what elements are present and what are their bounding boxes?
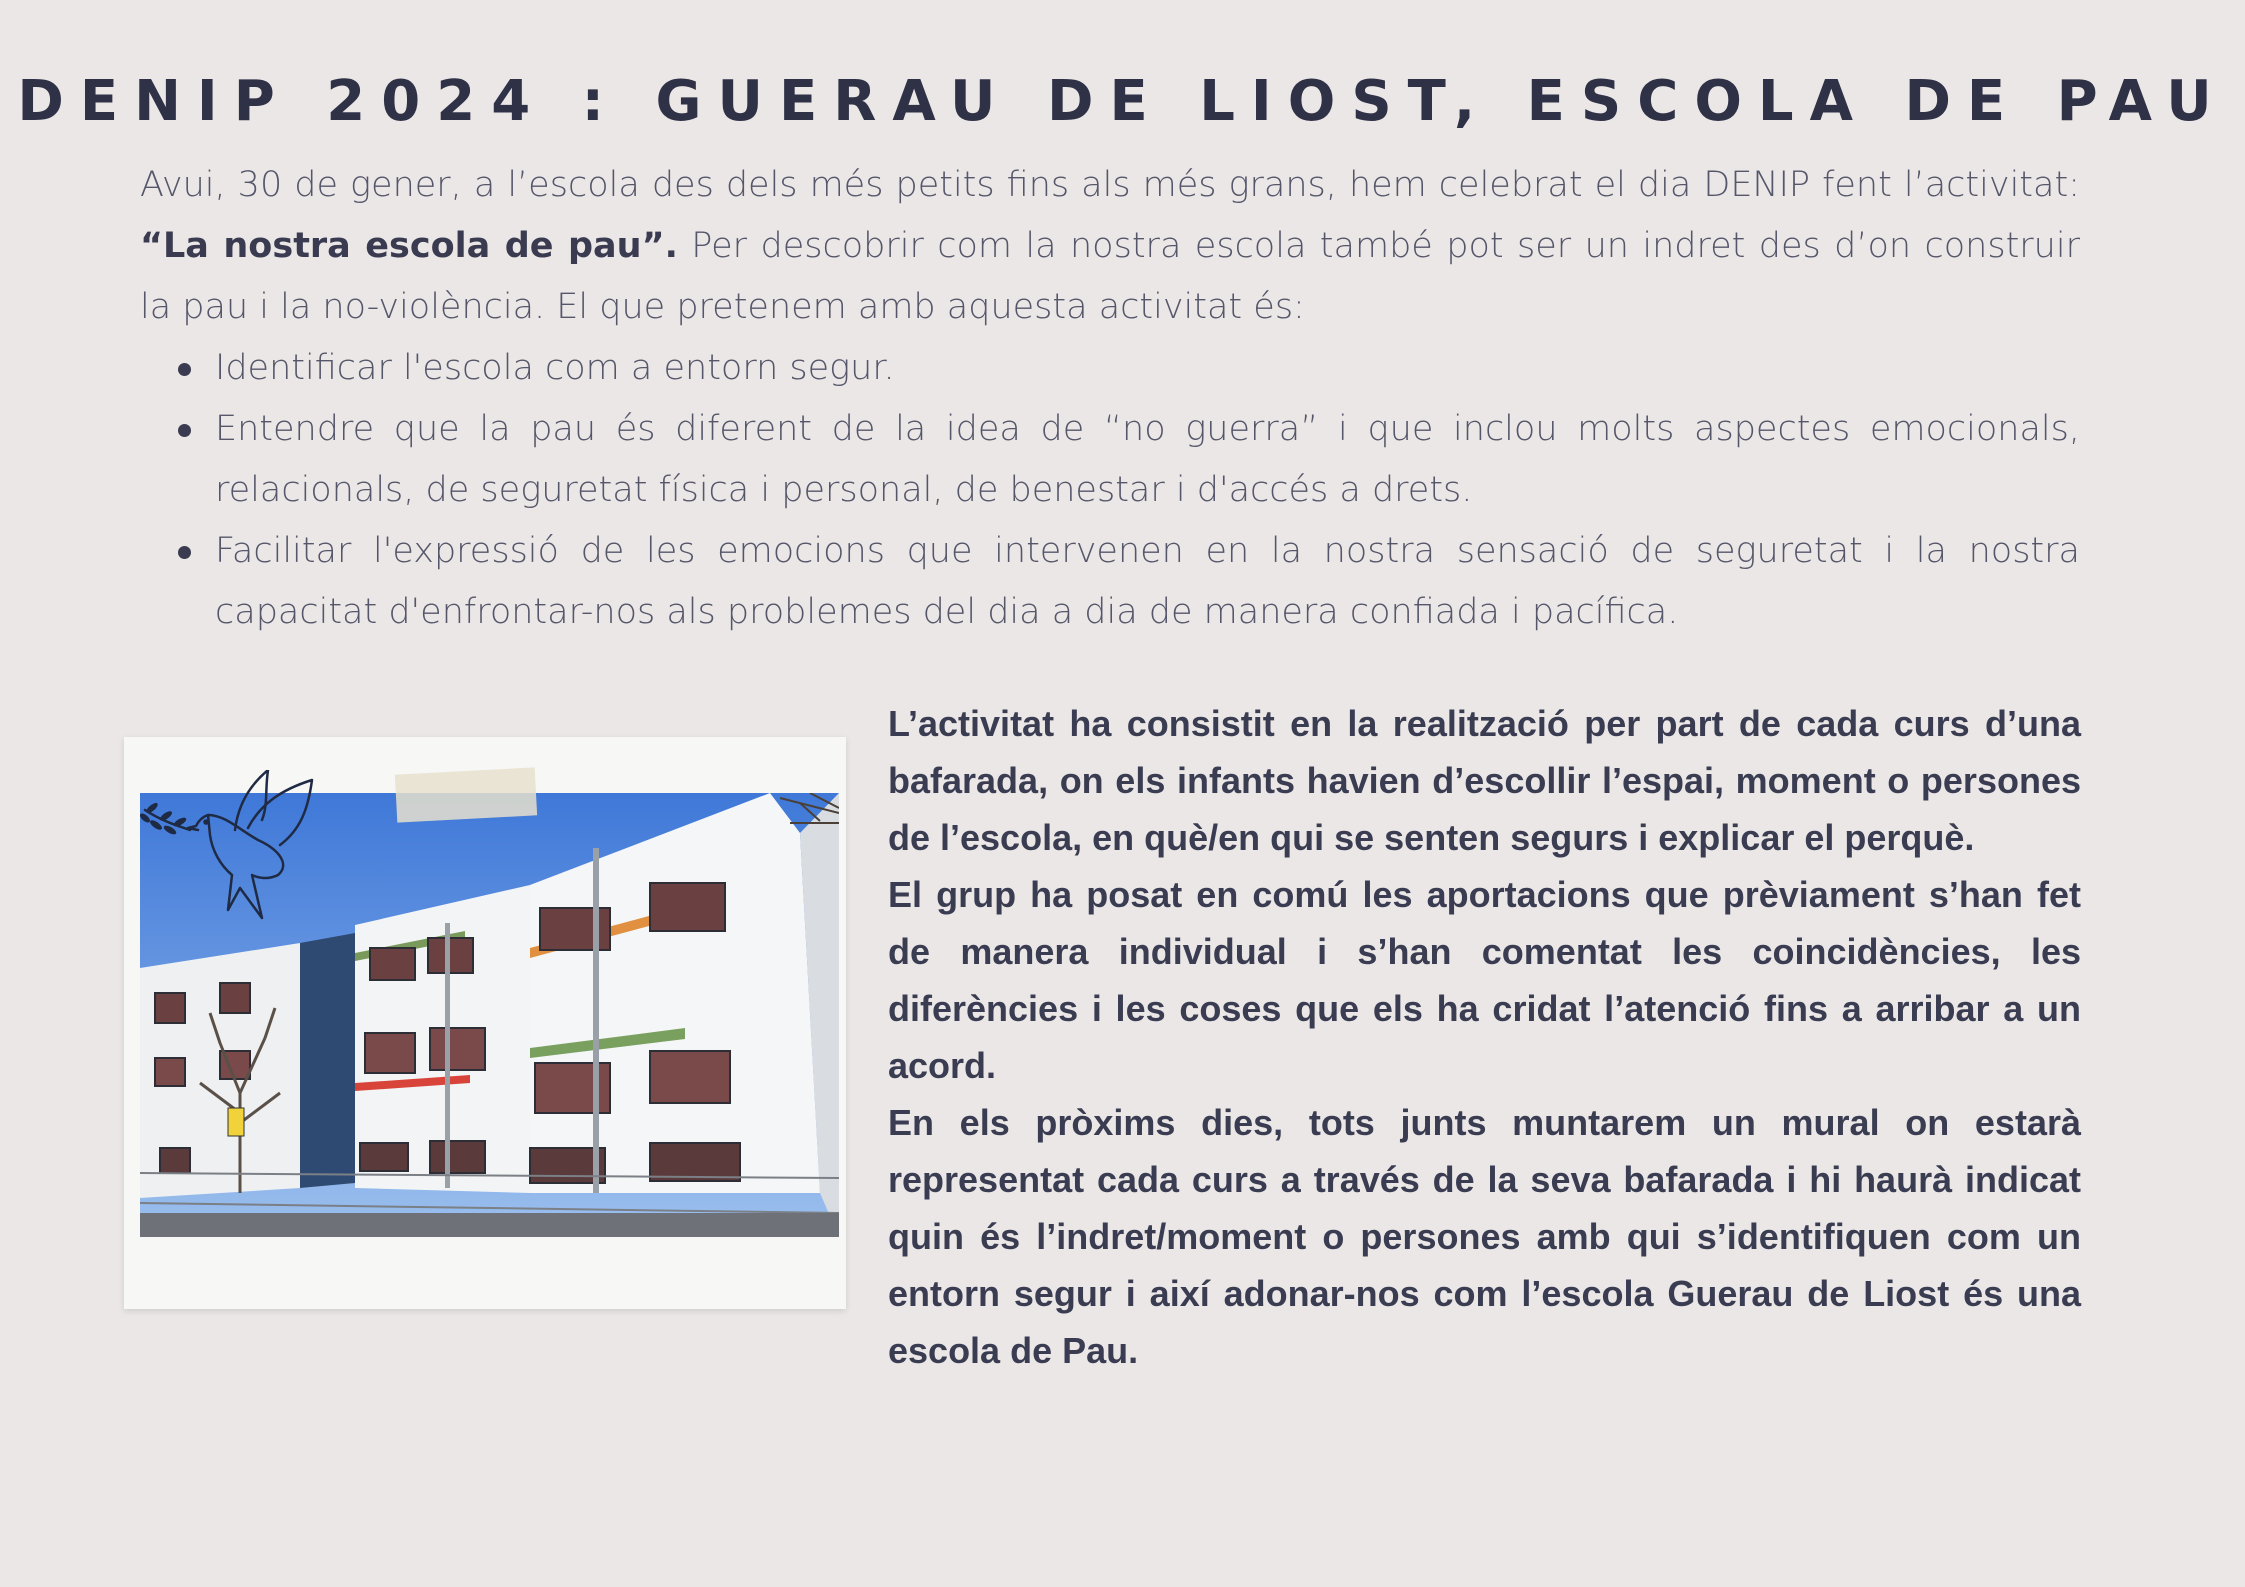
description-paragraph-1: L’activitat ha consistit en la realització per part de cada curs d’una bafarada, on els infants havien d’escollir l’espai, moment o persones de l’escola, en què/en qui se senten segurs i explicar el perquè. bbox=[888, 703, 2081, 858]
bullet-dot-icon bbox=[178, 546, 191, 559]
intro-section bbox=[140, 155, 2080, 643]
intro-paragraph bbox=[140, 155, 2080, 338]
activity-name: “La nostra escola de pau”. bbox=[140, 226, 678, 266]
goals-list bbox=[140, 338, 2080, 643]
list-item bbox=[140, 521, 2080, 643]
dove-with-olive-branch-icon bbox=[140, 770, 320, 930]
bullet-dot-icon bbox=[178, 424, 191, 437]
goal-text: Identificar l'escola com a entorn segur. bbox=[215, 348, 895, 388]
description-paragraph-2: El grup ha posat en comú les aportacions que prèviament s’han fet de manera individual i s’han comentat les coincidències, les diferències i les coses que els ha cridat l’atenció fins a arribar a un acord. bbox=[888, 874, 2081, 1086]
description-paragraph-3: En els pròxims dies, tots junts muntarem un mural on estarà representat cada curs a través de la seva bafarada i hi haurà indicat quin és l’indret/moment o persones amb qui s’identifiquen com un entorn segur i així adonar-nos com l’escola Guerau de Liost és una escola de Pau. bbox=[888, 1102, 2081, 1371]
activity-description bbox=[888, 695, 2081, 1379]
bullet-dot-icon bbox=[178, 363, 191, 376]
intro-text-part1: Avui, 30 de gener, a l’escola des dels més petits fins als més grans, hem celebrat el dia DENIP fent l’activitat: bbox=[140, 165, 2080, 205]
goal-text: Facilitar l'expressió de les emocions que intervenen en la nostra sensació de seguretat i la nostra capacitat d'enfrontar-nos als problemes del dia a dia de manera confiada i pacífica. bbox=[215, 531, 2080, 632]
page-title: DENIP 2024 : GUERAU DE LIOST, ESCOLA DE PAU bbox=[17, 69, 2228, 134]
tape-strip bbox=[395, 767, 537, 822]
goal-text: Entendre que la pau és diferent de la idea de “no guerra” i que inclou molts aspectes emocionals, relacionals, de seguretat física i personal, de benestar i d'accés a drets. bbox=[215, 409, 2080, 510]
list-item bbox=[140, 399, 2080, 521]
intro-text-part2: Per descobrir com la nostra escola també pot ser un indret des d’on construir la pau i la no-violència. El que pretenem amb aquesta activitat és: bbox=[140, 226, 2080, 327]
list-item bbox=[140, 338, 2080, 399]
